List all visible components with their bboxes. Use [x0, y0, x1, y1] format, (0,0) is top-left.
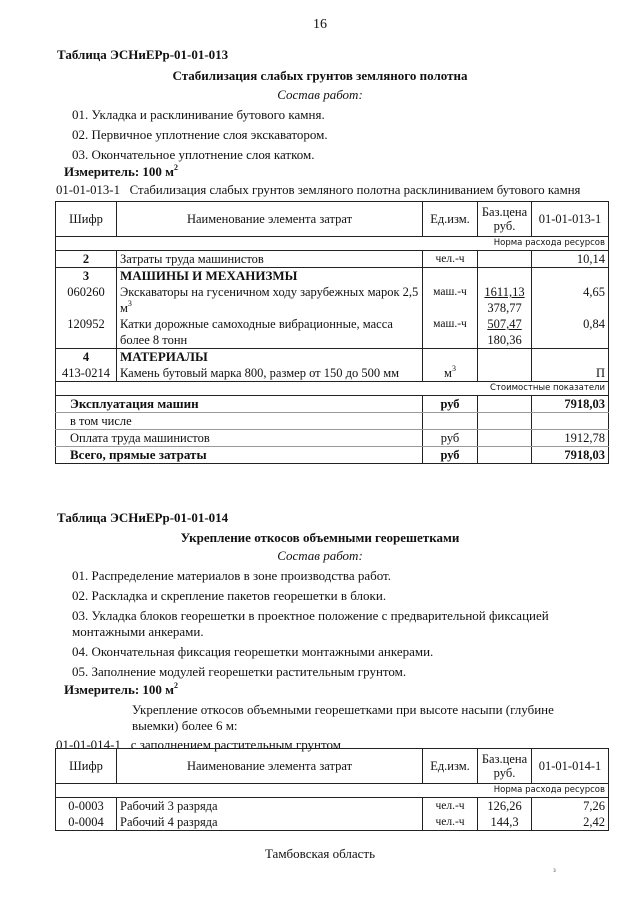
table1-measure-sup: 2: [174, 162, 179, 172]
table1-work-item: 02. Первичное уплотнение слоя экскаватором.: [72, 127, 328, 142]
table1-heading: Стабилизация слабых грунтов земляного полотна: [172, 68, 468, 83]
table2-work-item-cont: монтажными анкерами.: [72, 624, 204, 639]
table-row: [56, 365, 609, 382]
cost-value: 7918,03: [532, 396, 609, 413]
row-value: 7,26: [532, 798, 609, 815]
norm-label: Норма расхода ресурсов: [56, 237, 609, 251]
row-unit: чел.-ч: [423, 251, 478, 268]
cost-value: 7918,03: [532, 447, 609, 464]
row-code: 060260: [56, 284, 117, 316]
row-value: 2,42: [532, 814, 609, 831]
row-code: 0-0003: [56, 798, 117, 815]
row-code: 413-0214: [56, 365, 117, 382]
cost-row: [56, 430, 609, 447]
cost-unit: руб: [423, 430, 478, 447]
table1-item-code: 01-01-013-1: [56, 183, 120, 197]
table-row: [56, 349, 609, 366]
col-code-header: Шифр: [56, 202, 117, 237]
table2-work-item: 02. Раскладка и скрепление пакетов георешетки в блоки.: [72, 588, 387, 603]
cost-name: Эксплуатация машин: [56, 396, 423, 413]
row-unit: $м^3$: [423, 365, 478, 382]
row-price: [478, 251, 532, 268]
cost-value: 1912,78: [532, 430, 609, 447]
table1-work-item: 01. Укладка и расклинивание бутового камня.: [72, 107, 325, 122]
row-unit: чел.-ч: [423, 798, 478, 815]
cost-unit: руб: [423, 396, 478, 413]
table2-composition-label: Состав работ:: [277, 548, 363, 563]
table2-heading: Укрепление откосов объемными георешетками: [180, 530, 460, 545]
col-price-header: Баз.цена руб.: [478, 749, 532, 784]
table2-work-item: 04. Окончательная фиксация георешетки монтажными анкерами.: [72, 644, 434, 659]
row-name: Рабочий 4 разряда: [117, 814, 423, 831]
row-code: 3: [56, 268, 117, 285]
cost-unit: руб: [423, 447, 478, 464]
table1-measure-label: Измеритель: 100 м: [64, 164, 175, 179]
table1-header-row: [56, 202, 609, 237]
col-unit-header: Ед.изм.: [423, 749, 478, 784]
table2-group-desc: Укрепление откосов объемными георешетками при высоте насыпи (глубине: [132, 702, 554, 717]
table1-measure: [64, 164, 178, 180]
row-price: 1611,13 378,77: [478, 284, 532, 316]
table2-measure-sup: 2: [174, 680, 179, 690]
cost-label: Стоимостные показатели: [56, 382, 609, 396]
col-norm-header: 01-01-014-1: [532, 749, 609, 784]
cost-name: Всего, прямые затраты: [56, 447, 423, 464]
table2-work-item: 01. Распределение материалов в зоне производства работ.: [72, 568, 392, 583]
row-name: Экскаваторы на гусеничном ходу зарубежных марок 2,5 $м^3$: [117, 284, 423, 316]
cost-name: в том числе: [56, 413, 423, 430]
row-unit: чел.-ч: [423, 814, 478, 831]
table-row: [56, 814, 609, 831]
table1-grid: [55, 201, 609, 464]
corner-mark: з: [553, 866, 556, 874]
table2-work-item: 03. Укладка блоков георешетки в проектное положение с предварительной фиксацией: [72, 608, 549, 623]
table2-item-code: 01-01-014-1: [56, 737, 121, 752]
table-row: [56, 268, 609, 285]
row-name: Затраты труда машинистов: [117, 251, 423, 268]
table2-work-item: 05. Заполнение модулей георешетки растительным грунтом.: [72, 664, 407, 679]
row-name: Рабочий 3 разряда: [117, 798, 423, 815]
row-code: 4: [56, 349, 117, 366]
row-name: Камень бутовый марка 800, размер от 150 до 500 мм: [117, 365, 423, 382]
table1-work-item: 03. Окончательное уплотнение слоя катком.: [72, 147, 315, 162]
cost-row: [56, 413, 609, 430]
cost-name: Оплата труда машинистов: [56, 430, 423, 447]
footer-region: Тамбовская область: [264, 846, 376, 861]
row-value: 10,14: [532, 251, 609, 268]
col-name-header: Наименование элемента затрат: [117, 202, 423, 237]
table2-grid: [55, 748, 609, 831]
row-code: 2: [56, 251, 117, 268]
row-code: 0-0004: [56, 814, 117, 831]
table1-composition-label: Состав работ:: [277, 87, 363, 102]
row-unit: маш.-ч: [423, 316, 478, 349]
table2-title: Таблица ЭСНиЕРр-01-01-014: [57, 510, 229, 525]
table2-header-row: [56, 749, 609, 784]
row-section-name: МАТЕРИАЛЫ: [117, 349, 423, 366]
row-name: Катки дорожные самоходные вибрационные, масса более 8 тонн: [117, 316, 423, 349]
cost-row: [56, 447, 609, 464]
norm-label: Норма расхода ресурсов: [56, 784, 609, 798]
row-value: П: [532, 365, 609, 382]
page-number: 16: [313, 17, 327, 32]
col-price-header: Баз.цена руб.: [478, 202, 532, 237]
row-value: 4,65: [532, 284, 609, 316]
table1-item-name: Стабилизация слабых грунтов земляного полотна расклиниванием бутового камня: [129, 183, 581, 197]
col-name-header: Наименование элемента затрат: [117, 749, 423, 784]
row-price: 126,26: [478, 798, 532, 815]
table2-group-desc-cont: выемки) более 6 м:: [132, 718, 238, 733]
row-section-name: МАШИНЫ И МЕХАНИЗМЫ: [117, 268, 423, 285]
table2-measure: [64, 682, 178, 698]
row-value: 0,84: [532, 316, 609, 349]
table1-item: [56, 183, 580, 198]
table-row: [56, 316, 609, 349]
col-unit-header: Ед.изм.: [423, 202, 478, 237]
col-code-header: Шифр: [56, 749, 117, 784]
table-row: [56, 284, 609, 316]
row-unit: маш.-ч: [423, 284, 478, 316]
row-code: 120952: [56, 316, 117, 349]
table-row: [56, 251, 609, 268]
table2-item-name: с заполнением растительным грунтом: [130, 737, 341, 752]
table1-title: Таблица ЭСНиЕРр-01-01-013: [57, 47, 229, 62]
col-norm-header: 01-01-013-1: [532, 202, 609, 237]
table-row: [56, 798, 609, 815]
row-price: 144,3: [478, 814, 532, 831]
table2-measure-label: Измеритель: 100 м: [64, 682, 175, 697]
cost-row: [56, 396, 609, 413]
row-price: 507,47 180,36: [478, 316, 532, 349]
